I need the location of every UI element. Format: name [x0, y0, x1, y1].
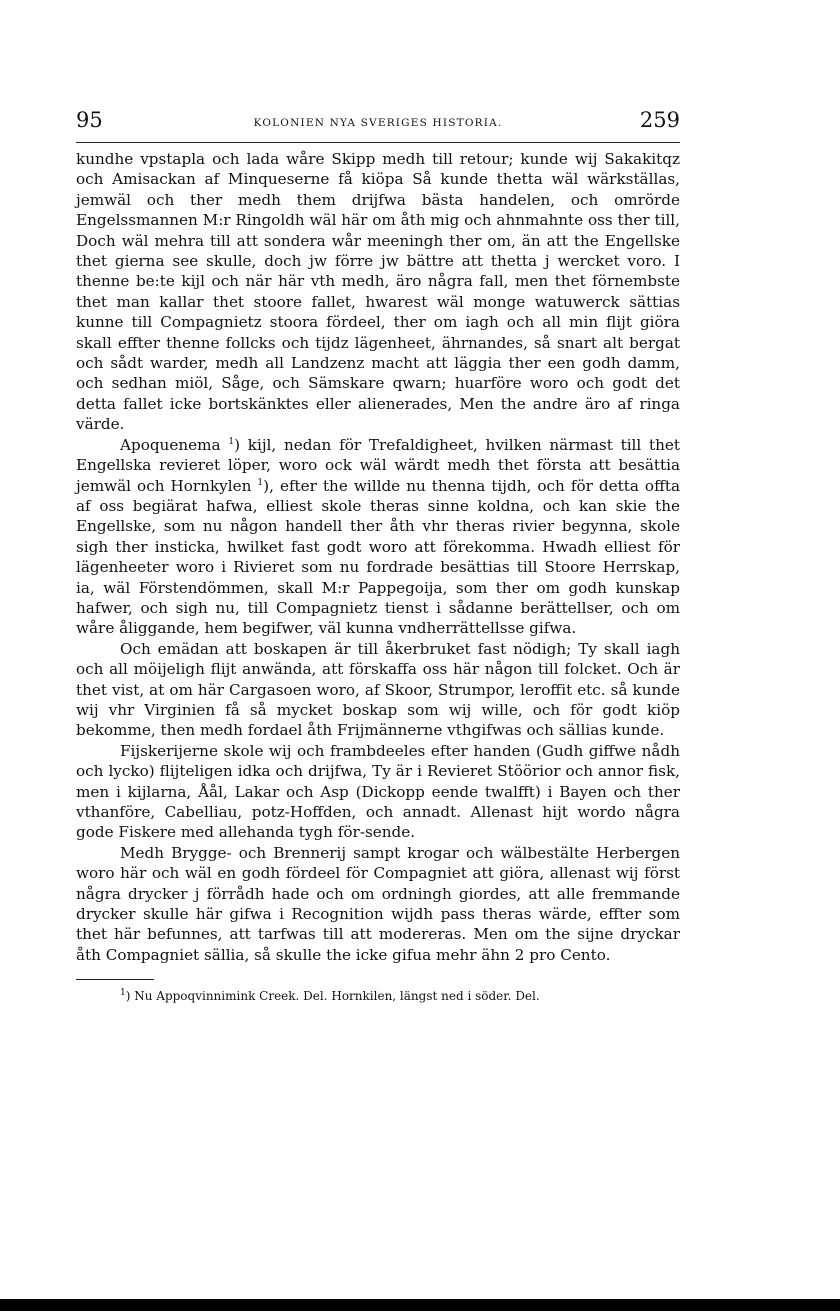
footnote: [76, 988, 680, 1004]
footnote-ref-1: 1: [228, 436, 235, 447]
running-title: KOLONIEN NYA SVERIGES HISTORIA.: [253, 117, 503, 129]
paragraph-2-start: Apoquenema: [120, 435, 221, 454]
paragraph-4: Fijskerijerne skole wij och frambdeeles efter handen (Gudh giffwe nådh och lycko) flijteligen idka och drijfwa, Ty är i Revieret Stöörior och annor fisk, men i kijlarna, Åål, Lakar och Asp (Dickopp eende twalfft) i Bayen och ther vthanföre, Cabelliau, potz-Hoffden, och annadt. Allenast hijt wordo några gode Fiskere med allehanda tygh för-sende.: [76, 741, 680, 842]
footnote-ref-2: 1: [257, 477, 264, 488]
right-page-number: 259: [639, 108, 680, 132]
footnote-marker: 1: [120, 988, 126, 999]
left-page-number: 95: [76, 108, 103, 132]
paragraph-2: [76, 435, 680, 639]
page-header: [76, 108, 680, 138]
footnote-text: ) Nu Appoqvinnimink Creek. Del. Hornkilen, längst ned i söder. Del.: [125, 989, 540, 1004]
body-text: [76, 149, 680, 965]
paragraph-3: Och emädan att boskapen är till åkerbruket fast nödigh; Ty skall iagh och all möijeligh flijt anwända, att förskaffa oss här någon till folcket. Och är thet vist, at om här Cargasoen woro, af Skoor, Strumpor, leroffit etc. så kunde wij vhr Virginien få så mycket boskap som wij wille, och för godt kiöp bekomme, then medh fordael åth Frijmännerne vthgifwas och sällias kunde.: [76, 639, 680, 740]
paragraph-2-middle: ) kijl, nedan för Trefaldigheet, hvilken närmast till thet Engellska revieret löper, woro ock wäl wärdt medh thet första att besättia jemwäl och Hornkylen: [76, 435, 681, 495]
scan-bottom-edge: [0, 1299, 840, 1311]
header-rule: [76, 142, 680, 143]
paragraph-5: Medh Brygge- och Brennerij sampt krogar och wälbestälte Herbergen woro här och wäl en godh fördeel för Compagniet att giöra, allenast wij först några drycker j förrådh hade och om ordningh giordes, att alle fremmande drycker skulle här gifwa i Recognition wijdh pass theras wärde, effter som thet här befunnes, att tarfwas till att modereras. Men om the sijne dryckar åth Compagniet sällia, så skulle the icke gifua mehr ähn 2 pro Cento.: [76, 843, 680, 964]
book-page: [76, 108, 680, 1004]
paragraph-1: kundhe vpstapla och lada wåre Skipp medh till retour; kunde wij Sakakitqz och Amisackan af Minqueserne få kiöpa Så kunde thetta wäl wärkställas, jemwäl och ther medh them drijfwa bästa handelen, och omrörde Engelssmannen M:r Ringoldh wäl här om åth mig och ahnmahnte oss ther till, Doch wäl mehra till att sondera wår meeningh ther om, än att the Engellske thet gierna see skulle, doch jw förre jw bättre att thetta j wercket voro. I thenne be:te kijl och när här vth medh, äro några fall, men thet förnembste thet man kallar thet stoore fallet, hwarest wäl monge watuwerck sättias kunne till Compagnietz stoora fördeel, ther om iagh och all min flijt giöra skall effter thenne follcks och tijdz lägenheet, ährnandes, så snart alt bergat och sådt warder, medh all Landzenz macht att läggia ther een godh damm, och sedhan miöl, Såge, och Sämskare qwarn; huarföre woro och godt det detta fallet icke bortskänktes eller alienerades, Men the andre äro af ringa värde.: [76, 150, 680, 434]
footnote-rule: [76, 979, 154, 980]
paragraph-2-end: ), efter the willde nu thenna tijdh, och för detta offta af oss begiärat hafwa, elliest skole theras sinne koldna, och kan skie the Engellske, som nu någon handell ther åth vhr theras rivier begynna, skole sigh ther insticka, hwilket fast godt woro att förekomma. Hwadh elliest för lägenheeter woro i Rivieret som nu fordrade besättias till Stoore Herrskap, ia, wäl Förstendömmen, skall M:r Pappegoija, som ther om godh kunskap hafwer, och sigh nu, till Compagnietz tienst i sådanne berättellser, och om wåre åliggande, hem begifwer, väl kunna vndherrättellsse gifwa.: [76, 476, 681, 638]
